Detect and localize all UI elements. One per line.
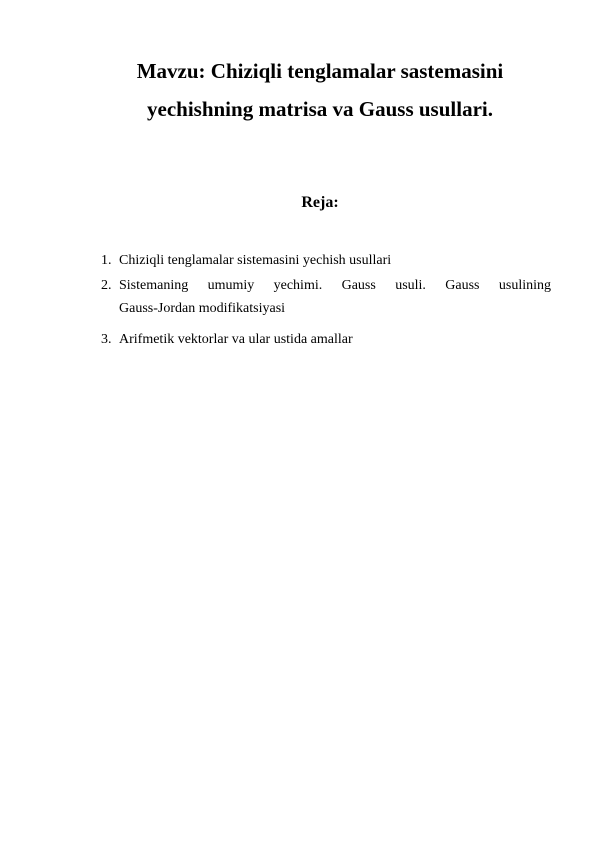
title-line-1: Mavzu: Chiziqli tenglamalar sastemasini [136, 59, 504, 83]
plan-item-number: 3. [101, 332, 112, 347]
plan-item-number: 1. [101, 253, 112, 268]
plan-item-word: usulining [498, 278, 551, 293]
plan-item-word: umumiy [207, 278, 255, 293]
title-line-2: yechishning matrisa va Gauss usullari. [147, 97, 493, 121]
plan-item-word: yechimi. [273, 278, 323, 293]
plan-item-word: usuli. [395, 278, 426, 293]
plan-item-text-line-2: Gauss-Jordan modifikatsiyasi [119, 301, 286, 316]
plan-item-text: Chiziqli tenglamalar sistemasini yechish usullari [119, 253, 392, 268]
plan-heading: Reja: [301, 194, 339, 211]
plan-item-number: 2. [101, 278, 112, 293]
plan-item-word: Sistemaning [119, 278, 189, 293]
plan-item-text: Arifmetik vektorlar va ular ustida amallar [119, 332, 353, 347]
plan-item-text-line-1 [119, 277, 551, 295]
plan-item-word: Gauss [445, 278, 480, 293]
plan-item-word: Gauss [341, 278, 376, 293]
